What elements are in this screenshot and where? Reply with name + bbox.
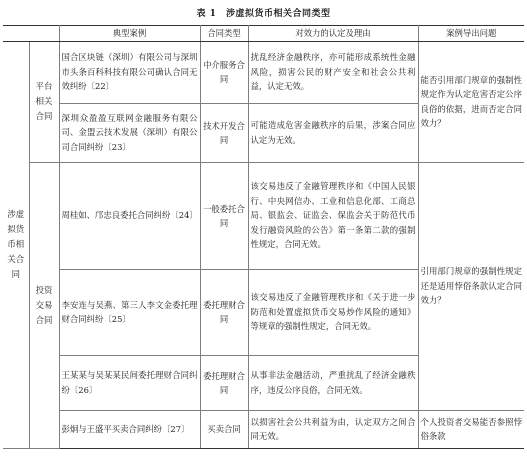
table-header-row: [3, 26, 524, 42]
header-reason: 对效力的认定及理由: [248, 26, 418, 42]
header-lesson: 案例导出问题: [418, 26, 524, 42]
contract-type-cell: 技术开发合同: [200, 103, 248, 162]
case-cell: 王某某与吴某某民间委托理财合同纠纷〔26〕: [59, 355, 200, 410]
contract-type-cell: 中介服务合同: [200, 41, 248, 103]
contract-type-cell: 委托理财合同: [200, 269, 248, 355]
category-cell: 涉虚拟货币相关合同: [3, 41, 29, 448]
contract-type-cell: 一般委托合同: [200, 162, 248, 269]
lesson-cell-platform: 能否引用部门规章的强制性规定作为认定危害否定公序良俗的依据，进而否定合同效力？: [418, 41, 524, 162]
case-cell: 彭炯与王盛平买卖合同纠纷〔27〕: [59, 410, 200, 448]
group-label-investment: 投资交易合同: [29, 162, 59, 448]
header-type: 合同类型: [200, 26, 248, 42]
group-label-platform: 平台相关合同: [29, 41, 59, 162]
table-row: [3, 41, 524, 103]
header-case: 典型案例: [59, 26, 200, 42]
validity-reason-cell: 该交易违反了金融管理秩序和《关于进一步防范和处置虚拟货币交易炒作风险的通知》等规章的强制性规定，合同无效。: [248, 269, 418, 355]
case-cell: 国合区块链（深圳）有限公司与深圳市头条百科科技有限公司确认合同无效纠纷〔22〕: [59, 41, 200, 103]
validity-reason-cell: 从事非法金融活动，严重扰乱了经济金融秩序，违反公序良俗，合同无效。: [248, 355, 418, 410]
validity-reason-cell: 该交易违反了金融管理秩序和《中国人民银行、中央网信办、工业和信息化部、工商总局、银监会、证监会、保监会关于防范代币发行融资风险的公告》第一条第二款的强制性规定，合同无效。: [248, 162, 418, 269]
table-row: [3, 410, 524, 448]
validity-reason-cell: 以损害社会公共利益为由，认定双方之间合同无效。: [248, 410, 418, 448]
contract-type-cell: 委托理财合同: [200, 355, 248, 410]
validity-reason-cell: 扰乱经济金融秩序，亦可能形成系统性金融风险，损害公民的财产安全和社会公共利益，认定无效。: [248, 41, 418, 103]
header-blank: [3, 26, 59, 42]
table-row: [3, 162, 524, 269]
lesson-cell-individual: 个人投资者交易能否参照悖俗条款: [418, 410, 524, 448]
case-cell: 李安连与吴燕、第三人李文金委托理财合同纠纷〔25〕: [59, 269, 200, 355]
table-caption: 表 1 涉虚拟货币相关合同类型: [196, 9, 331, 19]
contract-types-table: [3, 25, 524, 449]
contract-type-cell: 买卖合同: [200, 410, 248, 448]
validity-reason-cell: 可能造成危害金融秩序的后果，涉案合同应认定为无效。: [248, 103, 418, 162]
lesson-cell-investment: 引用部门规章的强制性规定还是适用悖俗条款认定合同效力？: [418, 162, 524, 410]
case-cell: 深圳众盈盈互联网金融服务有限公司、金盟云技术发展（深圳）有限公司合同纠纷〔23〕: [59, 103, 200, 162]
case-cell: 周桂如、邝忠良委托合同纠纷〔24〕: [59, 162, 200, 269]
